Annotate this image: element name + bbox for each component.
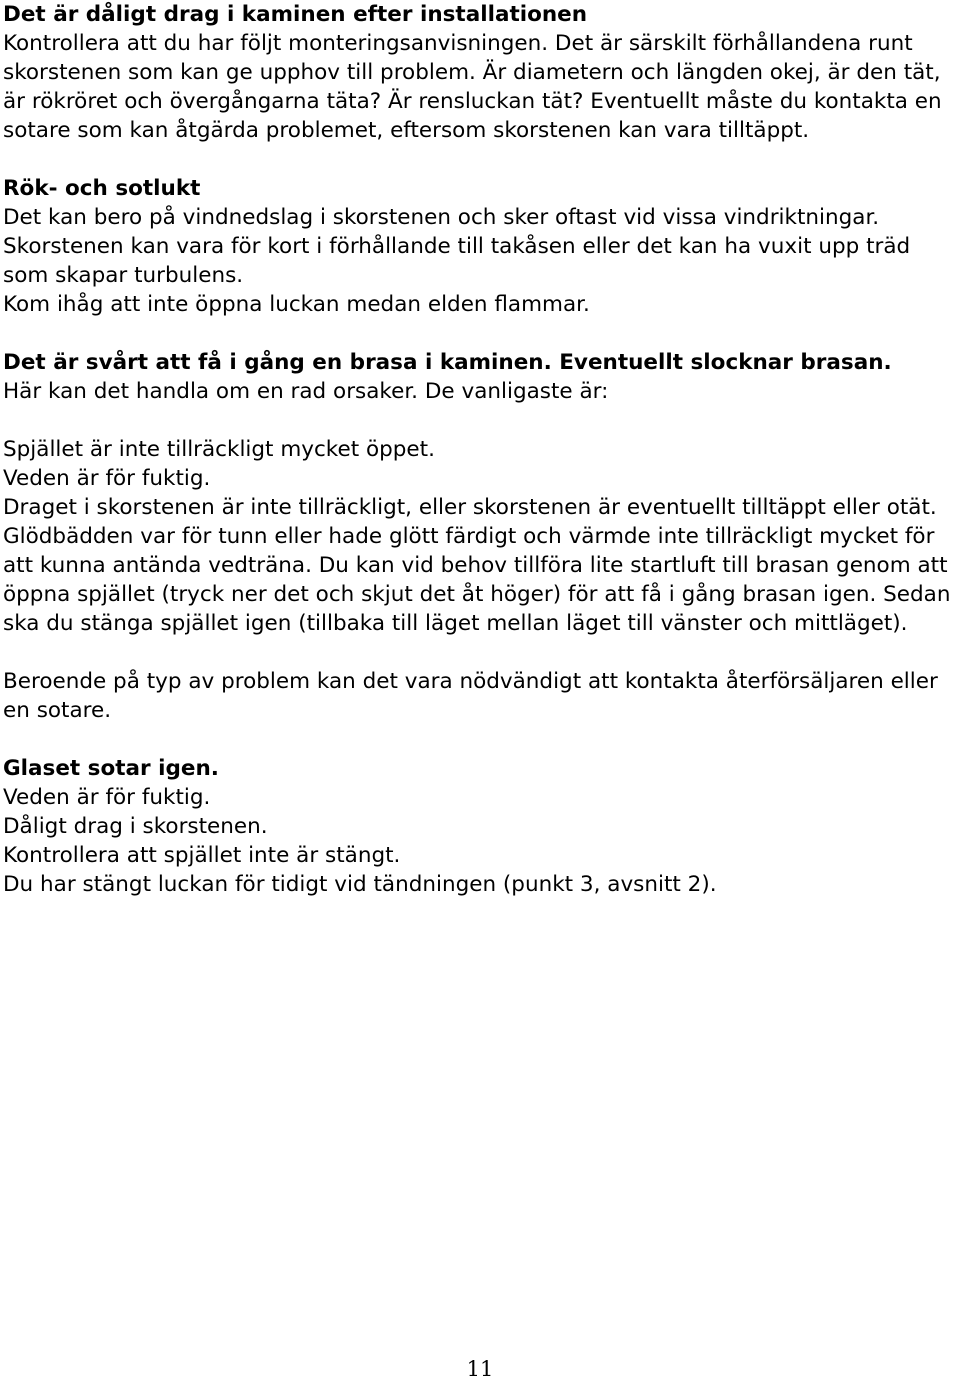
section-paragraph: Det kan bero på vindnedslag i skorstenen och sker oftast vid vissa vindriktningar. Skorstenen kan vara för kort i förhållande till takåsen eller det kan ha vuxit upp träd som skapar turbulens. (3, 205, 911, 288)
section-heading: Det är dåligt drag i kaminen efter installationen (3, 2, 588, 27)
cause-item: Kontrollera att spjället inte är stängt. (3, 843, 401, 868)
document-body (3, 0, 958, 899)
section-heading: Glaset sotar igen. (3, 756, 219, 781)
section-heading: Rök- och sotlukt (3, 176, 201, 201)
section-hard-to-light (3, 348, 958, 725)
page-number: 11 (466, 1357, 494, 1381)
section-paragraph: Här kan det handla om en rad orsaker. De vanligaste är: (3, 379, 609, 404)
cause-item: Du har stängt luckan för tidigt vid tändningen (punkt 3, avsnitt 2). (3, 872, 717, 897)
section-paragraph: Beroende på typ av problem kan det vara nödvändigt att kontakta återförsäljaren eller en sotare. (3, 669, 938, 723)
section-paragraph: Kontrollera att du har följt monteringsanvisningen. Det är särskilt förhållandena runt skorstenen som kan ge upphov till problem. Är diametern och längden okej, är den tät, är rökröret och övergångarna täta? Är rensluckan tät? Eventuellt måste du kontakta en sotare som kan åtgärda problemet, eftersom skorstenen kan vara tilltäppt. (3, 31, 942, 143)
section-glass-soot (3, 754, 958, 899)
cause-item: Spjället är inte tillräckligt mycket öppet. (3, 437, 435, 462)
section-smoke-smell (3, 174, 958, 319)
cause-item: Dåligt drag i skorstenen. (3, 814, 268, 839)
section-poor-draught (3, 0, 958, 145)
cause-item: Draget i skorstenen är inte tillräckligt, eller skorstenen är eventuellt tilltäppt eller otät. (3, 495, 937, 520)
section-heading: Det är svårt att få i gång en brasa i kaminen. Eventuellt slocknar brasan. (3, 350, 892, 375)
cause-item: Veden är för fuktig. (3, 466, 211, 491)
cause-item: Veden är för fuktig. (3, 785, 211, 810)
section-paragraph: Kom ihåg att inte öppna luckan medan elden flammar. (3, 292, 590, 317)
cause-item: Glödbädden var för tunn eller hade glött färdigt och värmde inte tillräckligt mycket för att kunna antända vedträna. Du kan vid behov tillföra lite startluft till brasan genom att öppna spjället (tryck ner det och skjut det åt höger) för att få i gång brasan igen. Sedan ska du stänga spjället igen (tillbaka till läget mellan läget till vänster och mittläget). (3, 524, 951, 636)
